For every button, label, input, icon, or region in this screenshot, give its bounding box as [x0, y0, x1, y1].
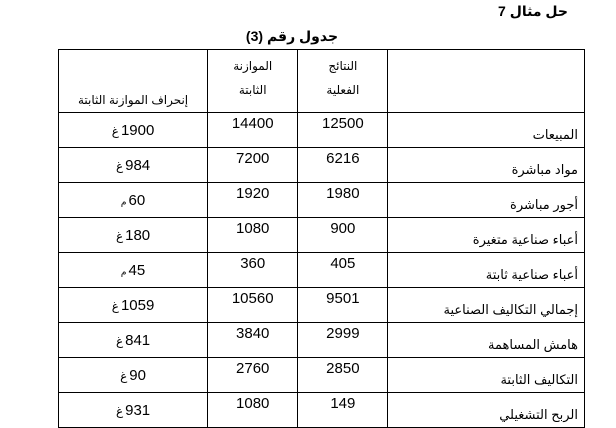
variance-cell [59, 323, 208, 358]
item-label: المبيعات [388, 113, 585, 148]
budget-cell: 1080 [208, 218, 298, 253]
header-actual-line1: النتائج [328, 59, 358, 73]
item-label: الربح التشغيلي [388, 393, 585, 428]
variance-cell [59, 218, 208, 253]
table-row [59, 253, 585, 288]
table-row [59, 358, 585, 393]
table-row [59, 183, 585, 218]
table-header-row [59, 50, 585, 113]
variance-value: 931 [125, 401, 151, 419]
variance-mark: غ [111, 298, 119, 313]
table-row [59, 218, 585, 253]
page-heading: حل مثال 7 [498, 3, 568, 19]
actual-cell: 2850 [298, 358, 388, 393]
table-row [59, 113, 585, 148]
variance-mark: م [120, 266, 127, 277]
actual-cell: 405 [298, 253, 388, 288]
variance-value: 45 [128, 261, 146, 279]
variance-cell [59, 358, 208, 393]
item-label: أجور مباشرة [388, 183, 585, 218]
variance-value: 1900 [120, 121, 155, 139]
variance-value: 841 [125, 331, 151, 349]
item-label: أعباء صناعية متغيرة [388, 218, 585, 253]
table-row [59, 323, 585, 358]
table-row [59, 148, 585, 183]
header-budget-line2: الثابتة [238, 83, 267, 97]
budget-cell: 360 [208, 253, 298, 288]
actual-cell: 9501 [298, 288, 388, 323]
actual-cell: 1980 [298, 183, 388, 218]
budget-cell: 14400 [208, 113, 298, 148]
variance-cell [59, 183, 208, 218]
item-label: مواد مباشرة [388, 148, 585, 183]
table-row [59, 393, 585, 428]
variance-value: 984 [125, 156, 151, 174]
variance-mark: غ [115, 333, 124, 348]
table-caption: جدول رقم (3) [245, 28, 339, 44]
variance-mark: غ [115, 228, 124, 243]
actual-cell: 12500 [298, 113, 388, 148]
item-label: التكاليف الثابتة [388, 358, 585, 393]
actual-cell: 149 [298, 393, 388, 428]
header-budget [208, 50, 298, 113]
actual-cell: 6216 [298, 148, 388, 183]
budget-cell: 1080 [208, 393, 298, 428]
header-variance: إنحراف الموازنة الثابتة [59, 50, 208, 113]
budget-cell: 10560 [208, 288, 298, 323]
item-label: هامش المساهمة [388, 323, 585, 358]
variance-cell [59, 393, 208, 428]
variance-cell [59, 288, 208, 323]
variance-cell [59, 113, 208, 148]
header-budget-line1: الموازنة [233, 59, 273, 73]
actual-cell: 2999 [298, 323, 388, 358]
variance-mark: غ [120, 368, 128, 383]
table-row [59, 288, 585, 323]
variance-mark: م [120, 196, 127, 207]
variance-mark: غ [115, 158, 124, 173]
item-label: إجمالي التكاليف الصناعية [388, 288, 585, 323]
header-actual [298, 50, 388, 113]
header-item [388, 50, 585, 113]
header-actual-line2: الفعلية [326, 83, 360, 97]
budget-cell: 2760 [208, 358, 298, 393]
variance-value: 1059 [120, 296, 155, 314]
variance-table [58, 49, 585, 428]
variance-value: 90 [129, 366, 146, 384]
item-label: أعباء صناعية ثابتة [388, 253, 585, 288]
variance-value: 180 [125, 226, 151, 244]
variance-cell [59, 253, 208, 288]
variance-value: 60 [128, 191, 146, 209]
budget-cell: 3840 [208, 323, 298, 358]
budget-cell: 7200 [208, 148, 298, 183]
variance-mark: غ [111, 123, 119, 138]
variance-mark: غ [115, 403, 124, 418]
actual-cell: 900 [298, 218, 388, 253]
budget-cell: 1920 [208, 183, 298, 218]
variance-cell [59, 148, 208, 183]
